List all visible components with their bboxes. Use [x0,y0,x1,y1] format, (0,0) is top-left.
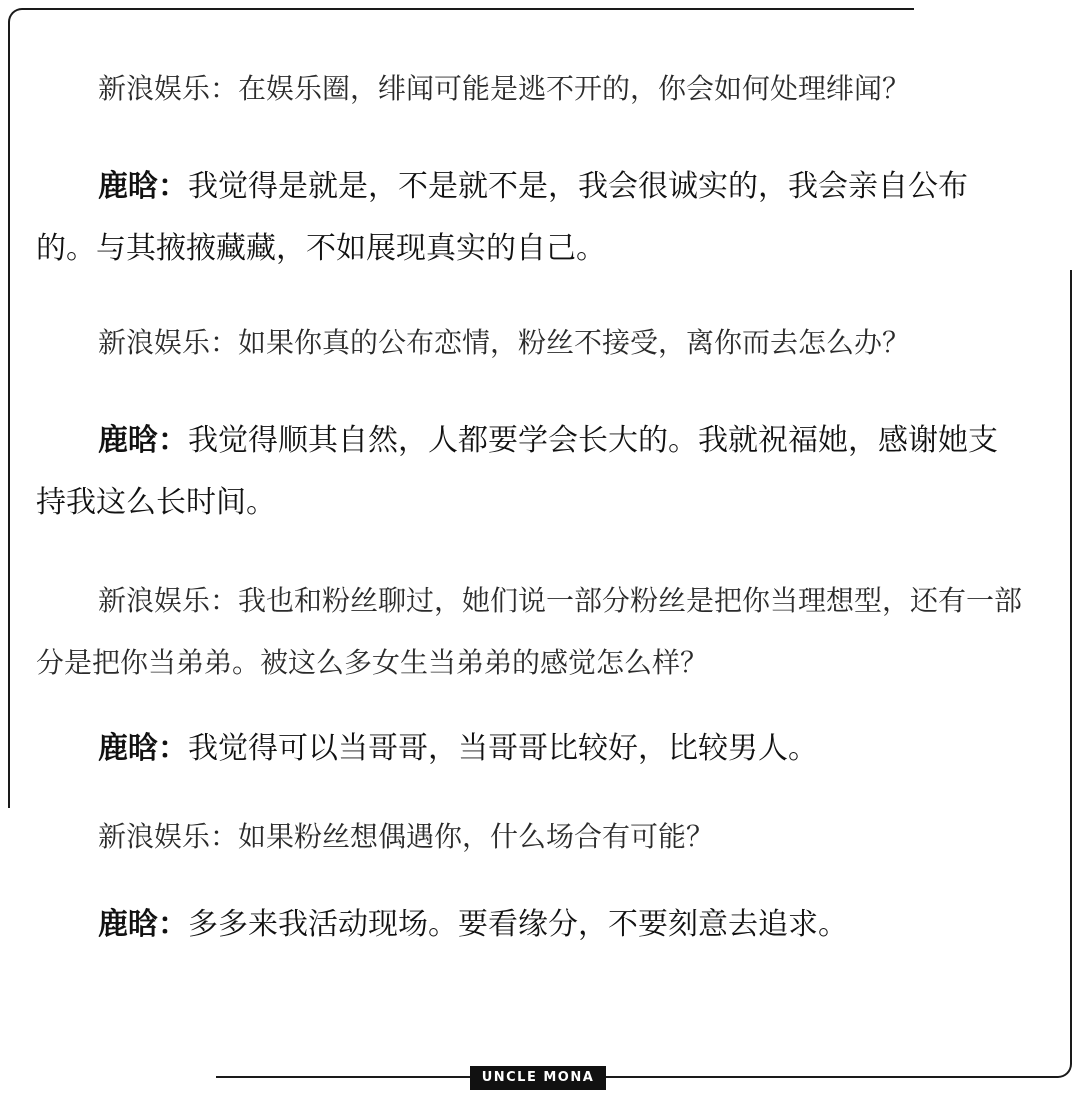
speaker-label: 新浪娱乐： [98,584,239,617]
watermark-logo: UNCLE MONA [470,1066,606,1090]
question-paragraph [36,312,1026,374]
question-text: 在娱乐圈，绯闻可能是逃不开的，你会如何处理绯闻？ [238,72,911,105]
answer-text: 我觉得是就是，不是就不是，我会很诚实的，我会亲自公布的。与其掖掖藏藏，不如展现真实的自己。 [36,169,968,266]
speaker-label: 鹿晗： [98,169,188,204]
answer-paragraph [36,410,1026,534]
interview-content [36,58,1026,956]
speaker-label: 新浪娱乐： [98,72,239,105]
question-paragraph [36,58,1026,120]
answer-paragraph [36,156,1026,280]
question-text: 我也和粉丝聊过，她们说一部分粉丝是把你当理想型，还有一部分是把你当弟弟。被这么多女生当弟弟的感觉怎么样？ [36,584,1023,679]
question-paragraph [36,806,1026,868]
speaker-label: 鹿晗： [98,731,188,766]
answer-text: 我觉得可以当哥哥，当哥哥比较好，比较男人。 [188,731,818,766]
speaker-label: 新浪娱乐： [98,820,239,853]
answer-text: 多多来我活动现场。要看缘分，不要刻意去追求。 [188,907,848,942]
speaker-label: 鹿晗： [98,423,188,458]
question-text: 如果粉丝想偶遇你，什么场合有可能？ [238,820,715,853]
question-text: 如果你真的公布恋情，粉丝不接受，离你而去怎么办？ [238,326,911,359]
question-paragraph [36,570,1026,694]
answer-paragraph [36,894,1026,956]
speaker-label: 鹿晗： [98,907,188,942]
answer-text: 我觉得顺其自然，人都要学会长大的。我就祝福她，感谢她支持我这么长时间。 [36,423,998,520]
speaker-label: 新浪娱乐： [98,326,239,359]
answer-paragraph [36,718,1026,780]
